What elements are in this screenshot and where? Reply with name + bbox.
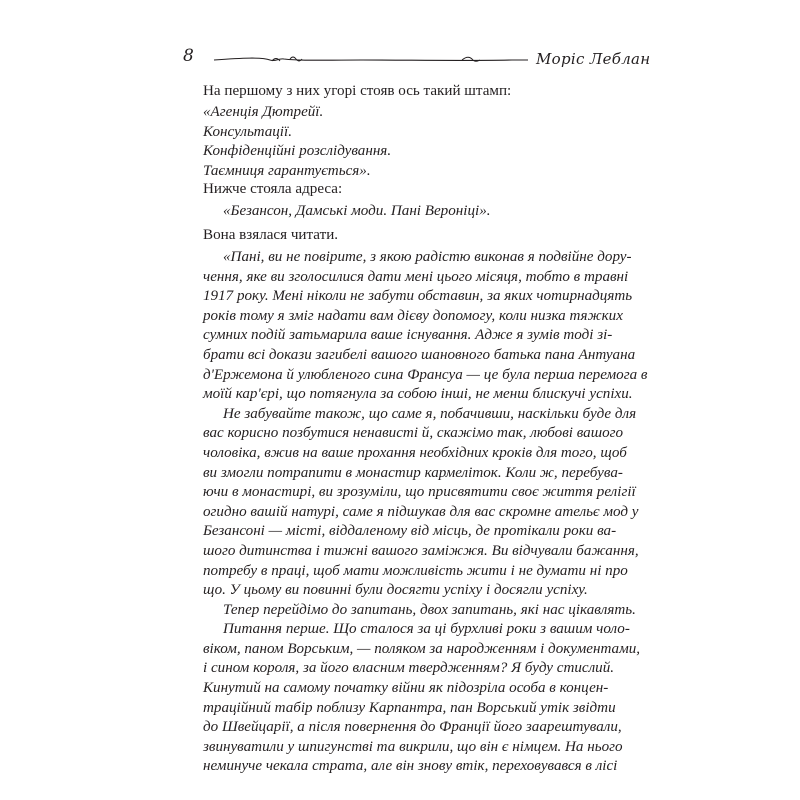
letter-line: і сином короля, за його власним твердженням? Я буду стислий. <box>203 660 615 677</box>
stamp-intro-line: На першому з них угорі стояв ось такий штамп: <box>203 83 512 99</box>
letter-line: 1917 року. Мені ніколи не забути обставин, за яких чотирнадцять <box>203 288 633 305</box>
letter-line: «Пані, ви не повірите, з якою радістю виконав я подвійне дору- <box>223 249 632 265</box>
reading-line <box>203 226 603 246</box>
reading-text: Вона взялася читати. <box>203 227 339 243</box>
letter-line: потребу в праці, щоб мати можливість жити і не думати ні про <box>203 562 628 579</box>
address-line: «Безансон, Дамські моди. Пані Вероніці». <box>223 203 491 219</box>
running-head-author: Моріс Леблан <box>536 50 651 68</box>
letter-line: вас корисно позбутися ненависті й, скажімо так, любові вашого <box>203 425 624 442</box>
letter-line: неминуче чекала страта, але він знову втік, переховувався в лісі <box>203 758 618 775</box>
letter-line: Кинутий на самому початку війни як підозріла особа в концен- <box>203 680 609 697</box>
address <box>203 202 603 222</box>
stamp-line: Консультації. <box>203 123 292 140</box>
letter-line: траційний табір поблизу Карпантра, пан Ворський утік звідти <box>203 699 616 716</box>
letter-line: звинуватили у шпигунстві та викрили, що він є німцем. На нього <box>203 738 623 755</box>
letter-line: Безансоні — місті, віддаленому від місць, де протікали роки ва- <box>203 523 617 540</box>
page-number: 8 <box>183 46 194 66</box>
letter-line: моїй кар'єрі, що потягнула за собою інші, не менш блискучі успіхи. <box>203 386 633 403</box>
letter-line: д'Ержемона й улюбленого сина Франсуа — це була перша перемога в <box>203 366 648 383</box>
letter-line: шого дитинства і тижні вашого заміжжя. Ви відчували бажання, <box>203 542 639 559</box>
letter-line: ючи в монастирі, ви зрозуміли, що присвятити своє життя релігії <box>203 484 636 501</box>
stamp-intro <box>203 82 603 102</box>
letter-body <box>203 248 648 777</box>
letter-line: років тому я зміг надати вам дієву допомогу, коли низка тяжких <box>203 307 623 324</box>
letter-line: чення, яке ви зголосилися дати мені цього місяця, тобто в травні <box>203 268 629 285</box>
letter-line: Тепер перейдімо до запитань, двох запитань, які нас цікавлять. <box>223 601 636 618</box>
letter-line: що. У цьому ви повинні були досягти успіху і досягли успіху. <box>203 582 588 599</box>
letter-line: брати всі докази загибелі вашого шановного батька пана Антуана <box>203 346 636 363</box>
address-intro <box>203 180 603 200</box>
letter-line: ви змогли потрапити в монастир кармеліток. Коли ж, перебува- <box>203 464 623 481</box>
stamp-line: Конфіденційні розслідування. <box>203 143 392 160</box>
letter-line: Не забувайте також, що саме я, побачивши, наскільки буде для <box>223 405 637 422</box>
stamp-line: «Агенція Дютрейї. <box>203 104 324 120</box>
letter-line: сумних подій затьмарила ваше існування. Адже я зумів тоді зі- <box>203 327 613 344</box>
header-ornament-rule <box>212 48 530 72</box>
letter-line: огидно вашій натурі, саме я підшукав для вас скромне ательє мод у <box>203 503 639 520</box>
letter-line: до Швейцарії, а після повернення до Франції його заарештували, <box>203 719 622 736</box>
stamp-block <box>203 103 603 181</box>
stamp-line: Таємниця гарантується». <box>203 162 371 179</box>
letter-line: віком, паном Ворським, — поляком за народженням і документами, <box>203 640 641 657</box>
address-intro-line: Нижче стояла адреса: <box>203 181 343 197</box>
letter-line: Питання перше. Що сталося за ці бурхливі роки з вашим чоло- <box>223 621 630 638</box>
letter-line: чоловіка, вжив на ваше прохання необхідних кроків для того, щоб <box>203 444 627 461</box>
